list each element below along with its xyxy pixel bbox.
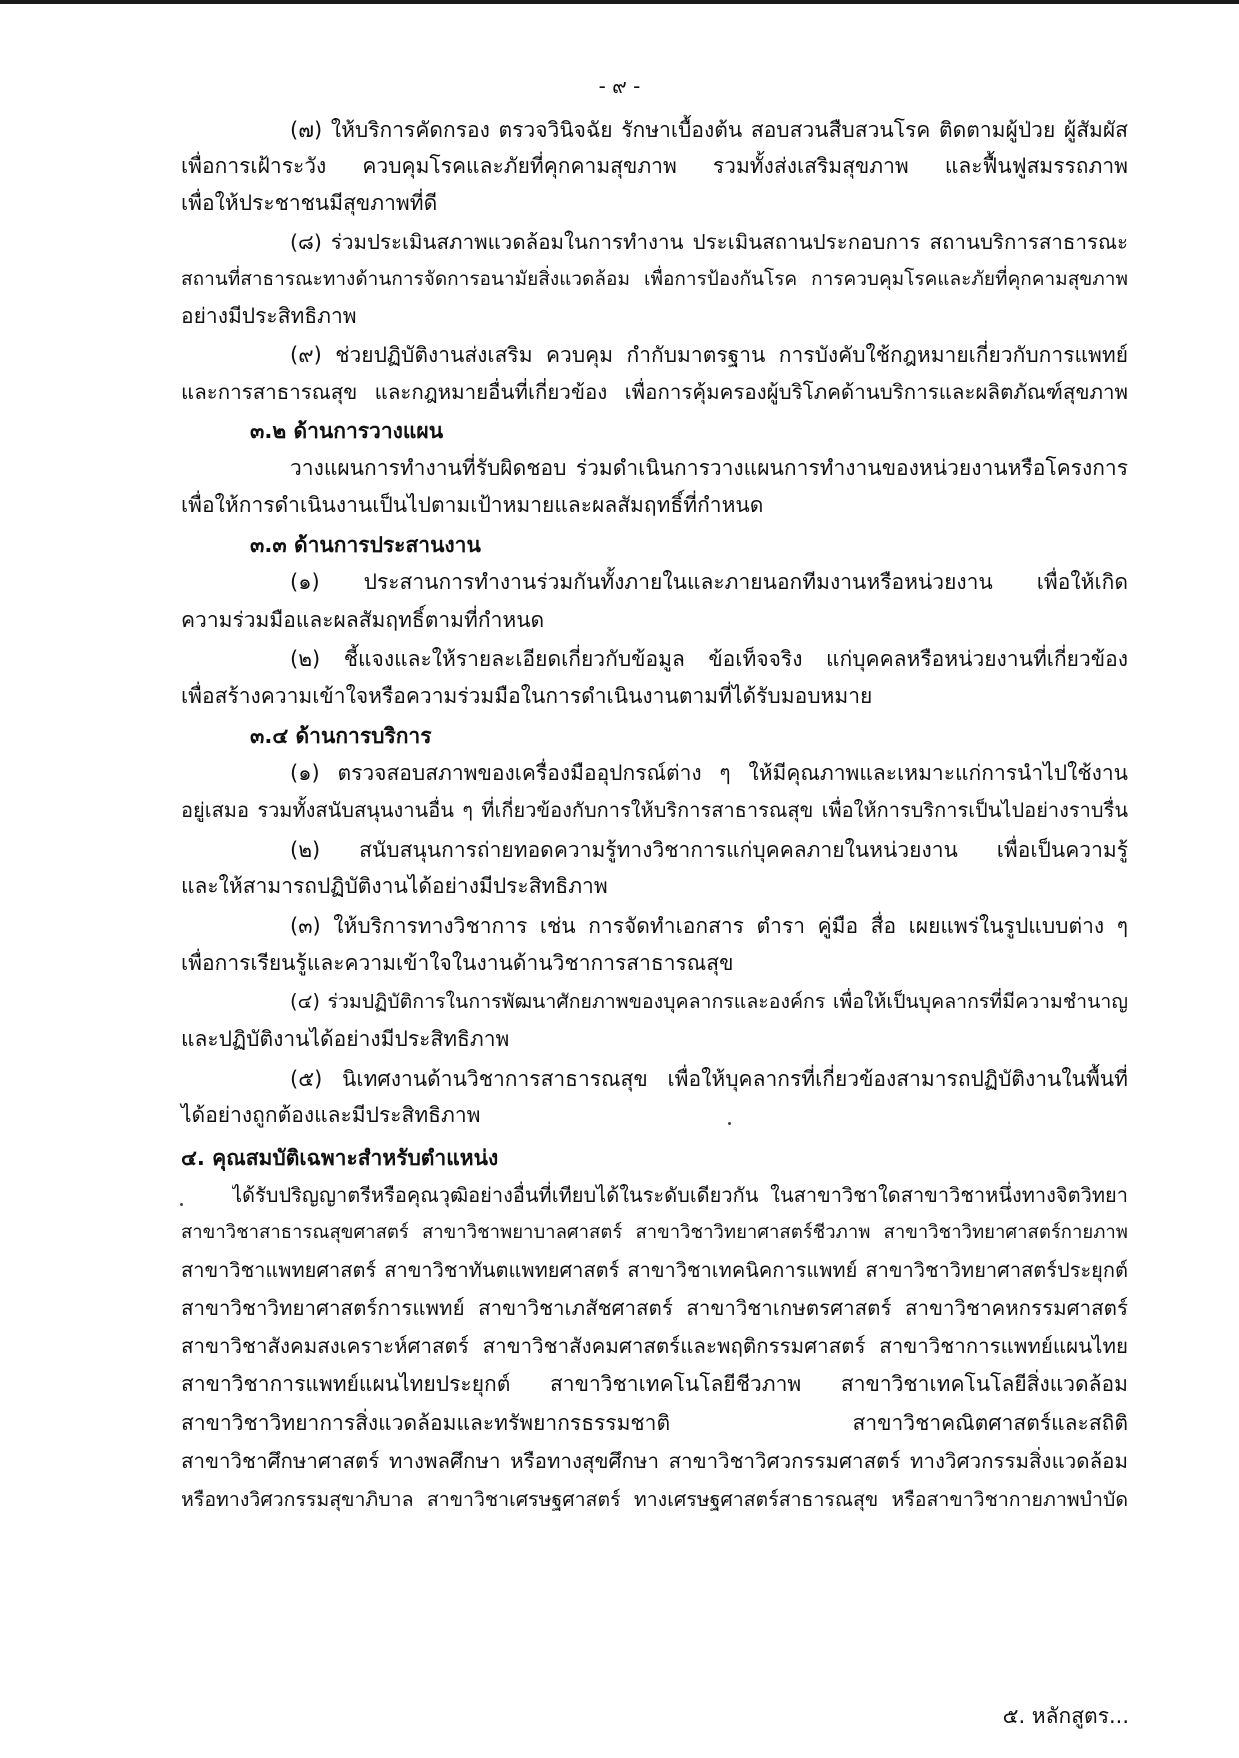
text-line: เพื่อการเรียนรู้และความเข้าใจในงานด้านวิชาการสาธารณสุข	[181, 951, 734, 975]
text-line: เพื่อสร้างความเข้าใจหรือความร่วมมือในการดำเนินงานตามที่ได้รับมอบหมาย	[181, 684, 873, 708]
text-line: เพื่อให้ประชาชนมีสุขภาพที่ดี	[181, 191, 438, 215]
text-line: และให้สามารถปฏิบัติงานได้อย่างมีประสิทธิภาพ	[181, 874, 608, 898]
text-line: (๑) ตรวจสอบสภาพของเครื่องมืออุปกรณ์ต่าง ๆ ให้มีคุณภาพและเหมาะแก่การนำไปใช้งาน	[290, 761, 1128, 785]
text-line: สาขาวิชาการแพทย์แผนไทยประยุกต์ สาขาวิชาเทคโนโลยีชีวภาพ สาขาวิชาเทคโนโลยีสิ่งแวดล้อม	[181, 1372, 1128, 1396]
text-line: และการสาธารณสุข และกฎหมายอื่นที่เกี่ยวข้อง เพื่อการคุ้มครองผู้บริโภคด้านบริการและผลิตภัณฑ์สุขภาพ	[181, 380, 1128, 404]
scan-speck	[180, 1203, 183, 1206]
text-line: สาขาวิชาวิทยาศาสตร์การแพทย์ สาขาวิชาเภสัชศาสตร์ สาขาวิชาเกษตรศาสตร์ สาขาวิชาคหกรรมศาสตร์	[181, 1296, 1128, 1320]
text-line: (๔) ร่วมปฏิบัติการในการพัฒนาศักยภาพของบุคลากรและองค์กร เพื่อให้เป็นบุคลากรที่มีความชำนาญ	[290, 990, 1128, 1013]
text-line: อยู่เสมอ รวมทั้งสนับสนุนงานอื่น ๆ ที่เกี่ยวข้องกับการให้บริการสาธารณสุข เพื่อให้การบริการเป็นไปอย่างราบรื่น	[181, 798, 1128, 822]
text-line: สาขาวิชาสาธารณสุขศาสตร์ สาขาวิชาพยาบาลศาสตร์ สาขาวิชาวิทยาศาสตร์ชีวภาพ สาขาวิชาวิทยาศาสตร์กายภาพ	[181, 1222, 1128, 1243]
scan-speck	[728, 1122, 731, 1125]
text-line: (๒) ชี้แจงและให้รายละเอียดเกี่ยวกับข้อมูล ข้อเท็จจริง แก่บุคคลหรือหน่วยงานที่เกี่ยวข้อง	[290, 647, 1128, 671]
text-line: (๑) ประสานการทำงานร่วมกันทั้งภายในและภายนอกทีมงานหรือหน่วยงาน เพื่อให้เกิด	[290, 570, 1128, 594]
section-heading: ๓.๔ ด้านการบริการ	[250, 724, 432, 748]
text-line: สาขาวิชาสังคมสงเคราะห์ศาสตร์ สาขาวิชาสังคมศาสตร์และพฤติกรรมศาสตร์ สาขาวิชาการแพทย์แผนไทย	[181, 1334, 1128, 1358]
text-line: สาขาวิชาศึกษาศาสตร์ ทางพลศึกษา หรือทางสุขศึกษา สาขาวิชาวิศวกรรมศาสตร์ ทางวิศวกรรมสิ่งแวดล้อม	[181, 1449, 1128, 1473]
text-line: ได้รับปริญญาตรีหรือคุณวุฒิอย่างอื่นที่เทียบได้ในระดับเดียวกัน ในสาขาวิชาใดสาขาวิชาหนึ่งทางจิตวิทยา	[232, 1183, 1128, 1207]
text-line: (๕) นิเทศงานด้านวิชาการสาธารณสุข เพื่อให้บุคลากรที่เกี่ยวข้องสามารถปฏิบัติงานในพื้นที่	[290, 1067, 1128, 1091]
text-line: หรือทางวิศวกรรมสุขาภิบาล สาขาวิชาเศรษฐศาสตร์ ทางเศรษฐศาสตร์สาธารณสุข หรือสาขาวิชากายภาพบำบัด	[181, 1488, 1128, 1511]
text-line: ได้อย่างถูกต้องและมีประสิทธิภาพ	[181, 1103, 481, 1127]
text-line: (๙) ช่วยปฏิบัติงานส่งเสริม ควบคุม กำกับมาตรฐาน การบังคับใช้กฎหมายเกี่ยวกับการแพทย์	[290, 343, 1128, 367]
section-heading: ๓.๒ ด้านการวางแผน	[250, 419, 444, 443]
text-line: สาขาวิชาแพทยศาสตร์ สาขาวิชาทันตแพทยศาสตร์ สาขาวิชาเทคนิคการแพทย์ สาขาวิชาวิทยาศาสตร์ประยุกต์	[181, 1258, 1128, 1282]
page-number: - ๙ -	[598, 74, 641, 98]
text-line: ความร่วมมือและผลสัมฤทธิ์ตามที่กำหนด	[181, 608, 545, 632]
section-heading: ๔. คุณสมบัติเฉพาะสำหรับตำแหน่ง	[181, 1146, 499, 1170]
text-line: สถานที่สาธารณะทางด้านการจัดการอนามัยสิ่งแวดล้อม เพื่อการป้องกันโรค การควบคุมโรคและภัยที่คุกคามสุขภาพ	[181, 268, 1128, 290]
text-line: และปฏิบัติงานได้อย่างมีประสิทธิภาพ	[181, 1027, 510, 1051]
text-line: (๒) สนับสนุนการถ่ายทอดความรู้ทางวิชาการแก่บุคคลภายในหน่วยงาน เพื่อเป็นความรู้	[290, 838, 1128, 862]
text-line: (๘) ร่วมประเมินสภาพแวดล้อมในการทำงาน ประเมินสถานประกอบการ สถานบริการสาธารณะ	[290, 230, 1128, 254]
text-line: อย่างมีประสิทธิภาพ	[181, 304, 357, 328]
continuation-footer: ๕. หลักสูตร...	[1002, 1704, 1129, 1728]
scan-edge-line	[0, 0, 1239, 4]
text-line: เพื่อให้การดำเนินงานเป็นไปตามเป้าหมายและผลสัมฤทธิ์ที่กำหนด	[181, 493, 764, 517]
text-line: เพื่อการเฝ้าระวัง ควบคุมโรคและภัยที่คุกคามสุขภาพ รวมทั้งส่งเสริมสุขภาพ และฟื้นฟูสมรรถภาพ	[181, 154, 1128, 178]
text-line: (๗) ให้บริการคัดกรอง ตรวจวินิจฉัย รักษาเบื้องต้น สอบสวนสืบสวนโรค ติดตามผู้ป่วย ผู้สัมผัส	[290, 118, 1128, 142]
section-heading: ๓.๓ ด้านการประสานงาน	[250, 533, 481, 557]
text-line: (๓) ให้บริการทางวิชาการ เช่น การจัดทำเอกสาร ตำรา คู่มือ สื่อ เผยแพร่ในรูปแบบต่าง ๆ	[290, 914, 1128, 938]
text-line: สาขาวิชาวิทยาการสิ่งแวดล้อมและทรัพยากรธรรมชาติ สาขาวิชาคณิตศาสตร์และสถิติ	[181, 1411, 1128, 1435]
text-line: วางแผนการทำงานที่รับผิดชอบ ร่วมดำเนินการวางแผนการทำงานของหน่วยงานหรือโครงการ	[290, 456, 1128, 480]
